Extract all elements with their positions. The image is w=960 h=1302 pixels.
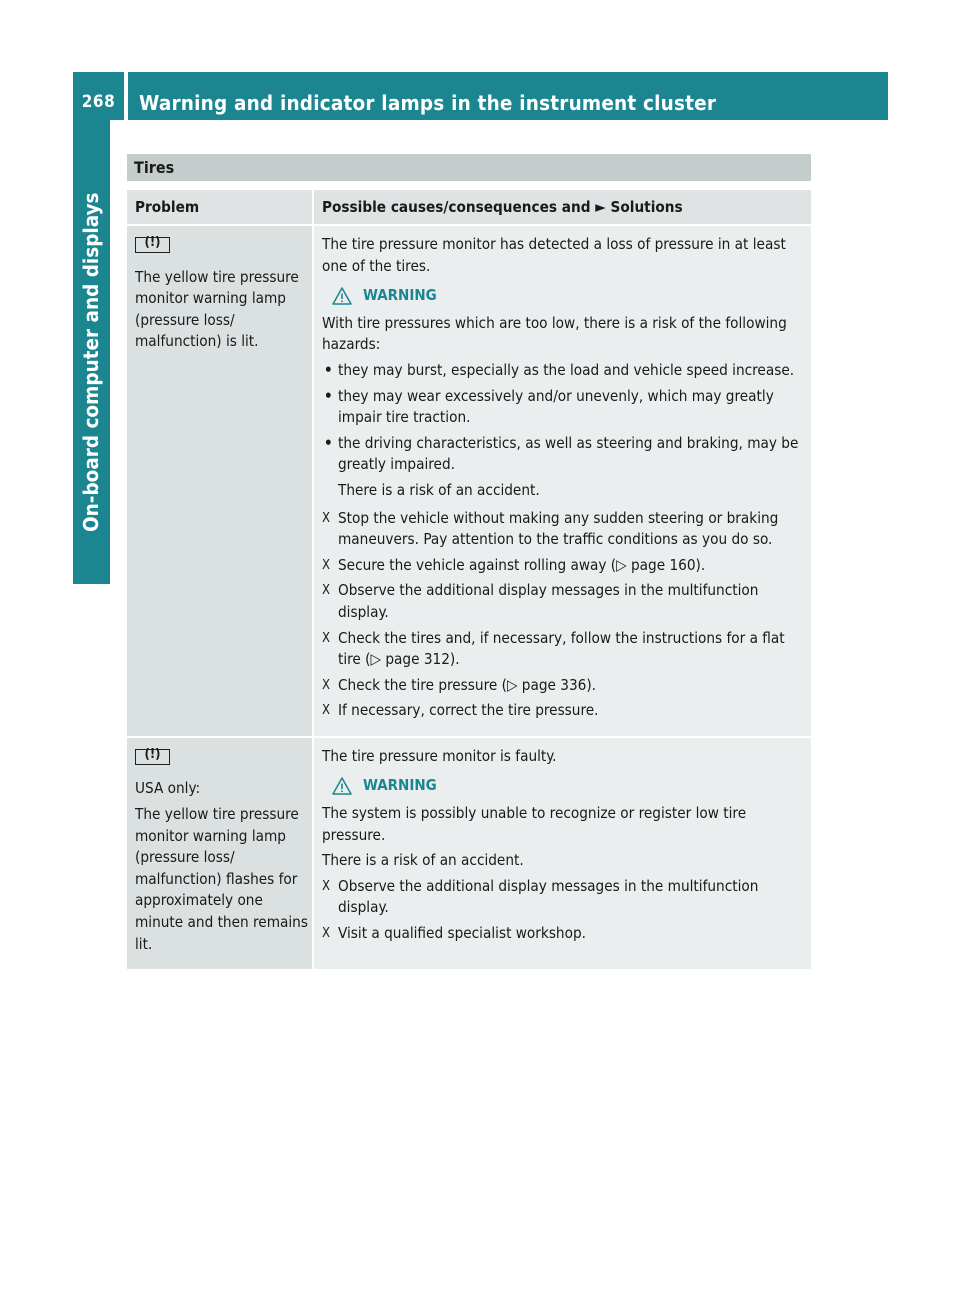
action-step <box>322 580 805 623</box>
warning-label: WARNING <box>363 776 437 795</box>
cause-text: The tire pressure monitor is faulty. <box>322 746 557 765</box>
warning-heading <box>332 285 805 307</box>
action-step <box>322 923 805 945</box>
action-step <box>322 508 805 551</box>
step-marker-icon: X <box>322 630 331 646</box>
column-header-problem: Problem <box>127 190 314 226</box>
step-text: Check the tires and, if necessary, follow the instructions for a flat tire (▷ page 312). <box>338 628 785 669</box>
risk-text: There is a risk of an accident. <box>338 480 540 499</box>
page-title: Warning and indicator lamps in the instrument cluster <box>139 91 717 115</box>
step-marker-icon: X <box>322 926 331 942</box>
step-text: Check the tire pressure (▷ page 336). <box>338 675 597 694</box>
bullet-marker: • <box>324 386 333 405</box>
section-title: Tires <box>127 154 811 181</box>
tire-pressure-warning-icon: (!) <box>135 237 170 253</box>
table-body <box>127 226 811 971</box>
problem-cell <box>127 738 314 971</box>
warning-triangle-icon <box>332 777 352 795</box>
chapter-side-tab <box>73 120 110 584</box>
action-step <box>322 675 805 697</box>
bullet-marker: • <box>324 433 333 452</box>
hazard-bullet <box>322 360 805 382</box>
hazard-text: they may wear excessively and/or unevenly, which may greatly impair tire traction. <box>338 386 774 427</box>
step-text: If necessary, correct the tire pressure. <box>338 701 599 720</box>
action-step <box>322 700 805 722</box>
action-step <box>322 555 805 577</box>
table-row <box>127 226 811 738</box>
page-number: 268 <box>81 92 116 112</box>
risk-text: There is a risk of an accident. <box>322 851 524 870</box>
warning-triangle-icon <box>332 287 352 305</box>
column-header-solutions: Possible causes/consequences and ► Solutions <box>314 190 811 226</box>
hazard-bullet <box>322 433 805 476</box>
warning-text: With tire pressures which are too low, there is a risk of the following hazards: <box>322 313 787 354</box>
step-marker-icon: X <box>322 557 331 573</box>
step-marker-icon: X <box>322 677 331 693</box>
step-marker-icon: X <box>322 583 331 599</box>
hazard-text: they may burst, especially as the load and vehicle speed increase. <box>338 360 795 379</box>
problem-text: USA only: <box>135 779 201 798</box>
solution-cell <box>314 738 811 971</box>
step-text: Observe the additional display messages in the multifunction display. <box>338 876 759 917</box>
solution-cell <box>314 226 811 738</box>
step-text: Secure the vehicle against rolling away (▷ page 160). <box>338 555 706 574</box>
step-marker-icon: X <box>322 510 331 526</box>
step-marker-icon: X <box>322 878 331 894</box>
tire-pressure-warning-icon: (!) <box>135 749 170 765</box>
warning-text: The system is possibly unable to recognize or register low tire pressure. <box>322 804 747 844</box>
bullet-marker: • <box>324 360 333 379</box>
cause-text: The tire pressure monitor has detected a loss of pressure in at least one of the tires. <box>322 235 786 275</box>
warning-heading <box>332 775 805 797</box>
step-marker-icon: X <box>322 703 331 719</box>
problem-text: The yellow tire pressure monitor warning lamp (pressure loss/ malfunction) flashes for approximately one minute and then remains lit. <box>135 805 308 953</box>
hazard-text: the driving characteristics, as well as steering and braking, may be greatly impaired. <box>338 433 799 474</box>
action-step <box>322 628 805 671</box>
header-divider <box>124 72 128 120</box>
troubleshooting-table <box>127 190 811 971</box>
table-row <box>127 738 811 971</box>
warning-label: WARNING <box>363 286 437 305</box>
page-header <box>73 72 888 120</box>
problem-text: The yellow tire pressure monitor warning lamp (pressure loss/ malfunction) is lit. <box>135 267 299 351</box>
step-text: Stop the vehicle without making any sudden steering or braking maneuvers. Pay attention to the traffic conditions as you do so. <box>338 508 779 549</box>
chapter-label: On-board computer and displays <box>79 192 103 532</box>
action-step <box>322 876 805 919</box>
hazard-bullet <box>322 386 805 429</box>
problem-cell <box>127 226 314 738</box>
step-text: Visit a qualified specialist workshop. <box>338 924 586 943</box>
main-content <box>127 154 811 971</box>
table-header-row <box>127 190 811 226</box>
step-text: Observe the additional display messages in the multifunction display. <box>338 581 759 621</box>
